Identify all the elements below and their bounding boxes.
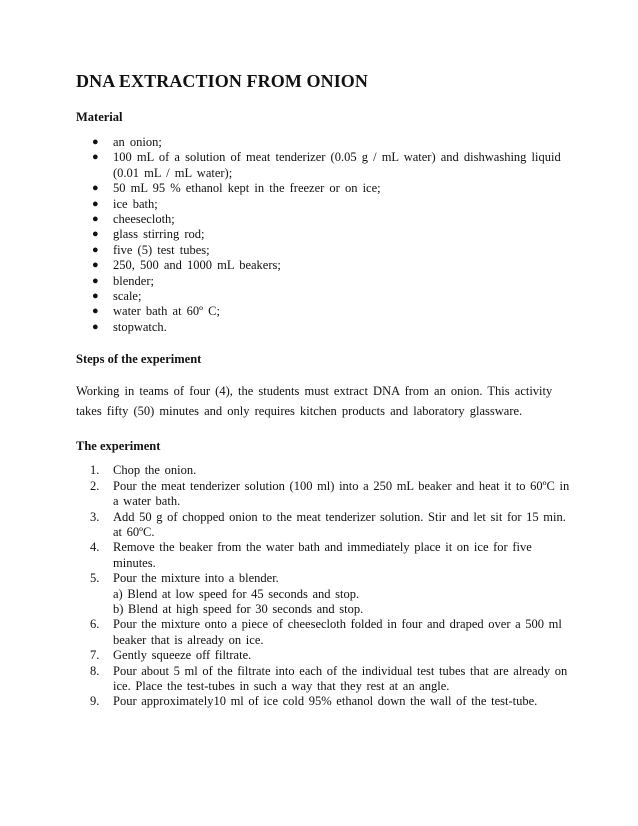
- material-item: [76, 197, 576, 212]
- step-text: Chop the onion.: [113, 463, 197, 478]
- experiment-step: [76, 510, 576, 541]
- steps-paragraph: Working in teams of four (4), the students must extract DNA from an onion. This activity takes fifty (50) minutes and only requires kitchen products and laboratory glassware.: [76, 384, 553, 419]
- bullet-icon: ●: [92, 259, 99, 272]
- material-item-text: cheesecloth;: [113, 212, 175, 227]
- step-number: 7.: [90, 648, 100, 663]
- material-item-text: scale;: [113, 289, 142, 304]
- step-subitem: b) Blend at high speed for 30 seconds and stop.: [113, 601, 364, 616]
- material-item: [76, 243, 576, 258]
- step-text: Pour about 5 ml of the filtrate into each of the individual test tubes that are already on ice. Place the test-tubes in such a way that they rest at an angle.: [113, 663, 568, 693]
- material-item-text: blender;: [113, 273, 154, 288]
- step-number: 4.: [90, 540, 100, 555]
- material-item-text: an onion;: [113, 135, 162, 149]
- material-item-text: 100 mL of a solution of meat tenderizer (0.05 g / mL water) and dishwashing liquid (0.01 mL / mL water);: [113, 150, 561, 180]
- document-page: [76, 70, 576, 710]
- material-list: [76, 135, 576, 335]
- experiment-step: [76, 648, 576, 663]
- material-item-text: stopwatch.: [113, 319, 167, 334]
- step-number: 3.: [90, 509, 100, 524]
- step-number: 1.: [90, 463, 100, 478]
- step-text: Pour the mixture into a blender.: [113, 571, 279, 586]
- step-subitem: a) Blend at low speed for 45 seconds and stop.: [113, 586, 360, 601]
- material-heading: Material: [76, 110, 123, 124]
- step-text: Gently squeeze off filtrate.: [113, 648, 252, 663]
- bullet-icon: ●: [92, 320, 99, 333]
- material-item-text: glass stirring rod;: [113, 227, 205, 242]
- experiment-step: [76, 617, 576, 648]
- experiment-step: [76, 540, 576, 571]
- bullet-icon: ●: [92, 197, 99, 210]
- material-item-text: water bath at 60º C;: [113, 304, 220, 319]
- document-title: DNA EXTRACTION FROM ONION: [76, 71, 369, 91]
- material-item-text: ice bath;: [113, 196, 158, 211]
- experiment-step: [76, 463, 576, 478]
- step-text: Pour the mixture onto a piece of cheesecloth folded in four and draped over a 500 ml beaker that is already on ice.: [113, 617, 562, 647]
- bullet-icon: ●: [92, 228, 99, 241]
- material-item: [76, 320, 576, 335]
- material-item: [76, 304, 576, 319]
- bullet-icon: ●: [92, 136, 99, 148]
- bullet-icon: ●: [92, 151, 99, 164]
- material-item-text: 50 mL 95 % ethanol kept in the freezer or on ice;: [113, 181, 381, 196]
- material-item: [76, 274, 576, 289]
- material-item: [76, 212, 576, 227]
- step-text: Add 50 g of chopped onion to the meat tenderizer solution. Stir and let sit for 15 min. at 60ºC.: [113, 509, 566, 539]
- bullet-icon: ●: [92, 274, 99, 287]
- bullet-icon: ●: [92, 182, 99, 195]
- step-number: 2.: [90, 478, 100, 493]
- step-text: Remove the beaker from the water bath and immediately place it on ice for five minutes.: [113, 540, 532, 570]
- steps-heading: Steps of the experiment: [76, 352, 202, 367]
- experiment-step: [76, 694, 576, 709]
- material-item: [76, 150, 576, 181]
- step-text: Pour approximately10 ml of ice cold 95% ethanol down the wall of the test-tube.: [113, 694, 538, 709]
- material-item: [76, 181, 576, 196]
- experiment-step: [76, 664, 576, 695]
- material-item-text: 250, 500 and 1000 mL beakers;: [113, 258, 281, 273]
- material-item: [76, 135, 576, 150]
- step-text: Pour the meat tenderizer solution (100 ml) into a 250 mL beaker and heat it to 60ºC in a water bath.: [113, 478, 570, 509]
- bullet-icon: ●: [92, 305, 99, 318]
- bullet-icon: ●: [92, 243, 99, 256]
- material-item: [76, 227, 576, 242]
- material-item-text: five (5) test tubes;: [113, 242, 210, 257]
- experiment-heading: The experiment: [76, 439, 161, 454]
- experiment-step: [76, 479, 576, 510]
- step-number: 9.: [90, 694, 100, 709]
- experiment-steps-list: [76, 463, 576, 710]
- step-number: 5.: [90, 571, 100, 586]
- bullet-icon: ●: [92, 213, 99, 226]
- step-number: 6.: [90, 617, 100, 632]
- material-item: [76, 258, 576, 273]
- material-item: [76, 289, 576, 304]
- experiment-step: [76, 571, 576, 617]
- step-number: 8.: [90, 663, 100, 678]
- bullet-icon: ●: [92, 290, 99, 303]
